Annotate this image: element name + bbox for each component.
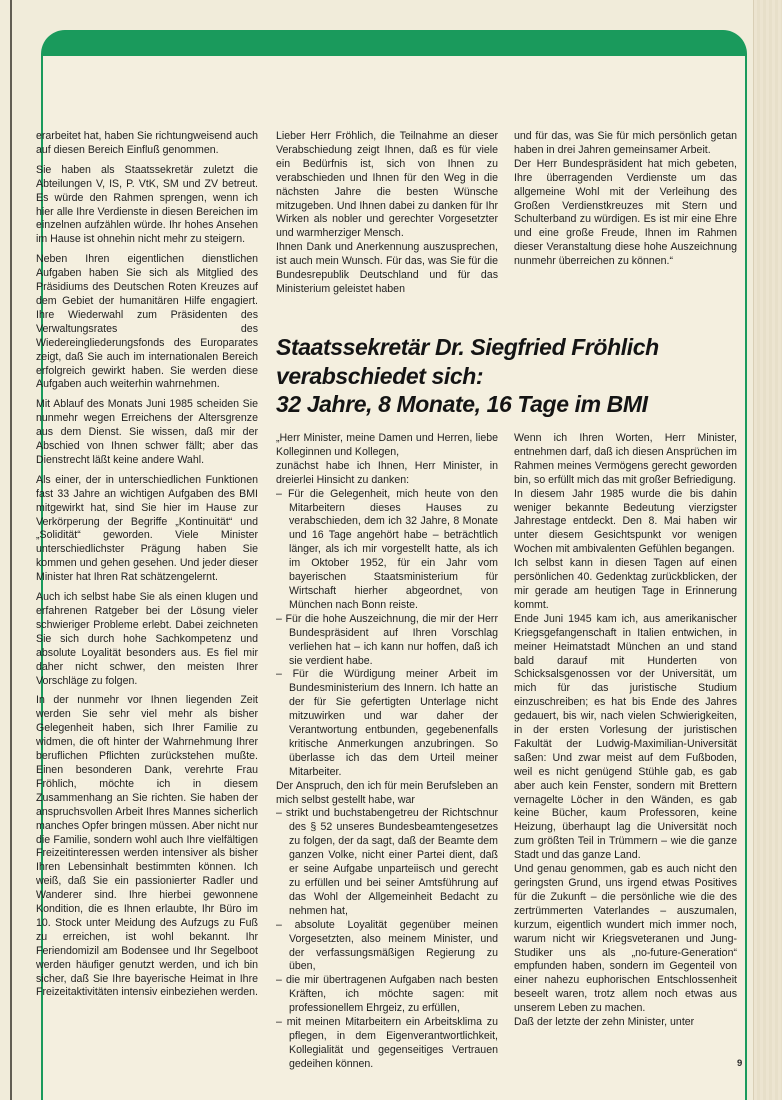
- body-paragraph: erarbeitet hat, haben Sie richtungweisend auch auf diesen Bereich Einfluß genommen.: [36, 130, 258, 156]
- bullet-paragraph: – Für die Würdigung meiner Arbeit im Bundesministerium des Innern. Ich hatte an der für Sie gefertigten Unterlage nicht mitzuwirken und war daher der Verantwortung entbunden, gegebenenfalls kritische Anmerkungen anzubringen. So überlasse ich das dem Urteil meiner Mitarbeiter.: [276, 668, 498, 778]
- body-paragraph: Neben Ihren eigentlichen dienstlichen Aufgaben haben Sie sich als Mitglied des Präsidiums des Deutschen Roten Kreuzes auf dem Gebiet der humanitären Hilfe engagiert. Ihre Wiederwahl zum Präsidenten des Verwaltungsrates des Wiedereingliederungsfonds des Europarates zeigt, daß Sie auch im internationalen Bereich erfolgreich gewirkt haben. Sie werden diese Aufgaben auch weiterhin wahrnehmen.: [36, 253, 258, 391]
- body-paragraph: In diesem Jahr 1985 wurde die bis dahin weniger bekannte Bedeutung vierzigster Jahrestage entdeckt. Den 8. Mai haben wir unter diesem Gesichtspunkt vor wenigen Wochen mit ambivalenten Gefühlen begangen.: [514, 487, 737, 556]
- article-headline: [276, 333, 746, 419]
- bullet-paragraph: – absolute Loyalität gegenüber meinen Vorgesetzten, also meinem Minister, und der verfassungsmäßigen Regierung zu üben,: [276, 918, 498, 973]
- bullet-paragraph: – die mir übertragenen Aufgaben nach besten Kräften, ich möchte sagen: mit professionellem Ehrgeiz, zu erfüllen,: [276, 974, 498, 1015]
- body-paragraph: Daß der letzte der zehn Minister, unter: [514, 1016, 695, 1029]
- body-paragraph: Wenn ich Ihren Worten, Herr Minister, entnehmen darf, daß ich diesen Ansprüchen im Rahmen meines Vermögens gerecht geworden bin, so erfüllt mich das mit großer Befriedigung.: [514, 432, 737, 486]
- column-middle-bottom: [276, 432, 498, 1082]
- column-right-top: [514, 130, 737, 338]
- body-paragraph: Ich selbst kann in diesen Tagen auf einen persönlichen 40. Gedenktag zurückblicken, der mir gerade am heutigen Tage in Erinnerung kommt.: [514, 557, 737, 611]
- column-middle-top: [276, 130, 498, 330]
- body-paragraph: „Herr Minister, meine Damen und Herren, liebe Kolleginnen und Kollegen,: [276, 432, 498, 458]
- bullet-paragraph: – mit meinen Mitarbeitern ein Arbeitsklima zu pflegen, in dem Eigenverantwortlichkeit, Kollegialität und gegenseitiges Vertrauen gedeihen können.: [276, 1016, 498, 1070]
- column-left: [36, 130, 258, 1078]
- body-paragraph: Auch ich selbst habe Sie als einen klugen und erfahrenen Ratgeber bei der Lösung vieler schwieriger Probleme erlebt. Dabei zeichneten Sie sich durch hohe Sachkompetenz und absolute Loyalität besonders aus. Es fiel mir daher nicht schwer, den meisten Ihrer Vorschläge zu folgen.: [36, 591, 258, 687]
- body-paragraph: In der nunmehr vor Ihnen liegenden Zeit werden Sie sehr viel mehr als bisher Gelegenheit haben, sich Ihrer Familie zu widmen, die oft hinter der Wahrnehmung Ihrer beruflichen Pflichten zurückstehen mußte. Einen besonderen Dank, verehrte Frau Fröhlich, möchte ich in diesem Zusammenhang an Sie richten. Sie haben der anspruchsvollen Arbeit Ihres Mannes sicherlich manches Opfer bringen müssen. Aber nicht nur die Familie, sondern wohl auch Ihre vielfältigen Freizeitinteressen werden intensiver als bisher Ihren Lebensinhalt bestimmten können. Ich weiß, daß Sie ein passionierter Radler und Wanderer sind. Ihre hierbei gewonnene Kondition, die es Ihnen erlaubte, Ihr Büro im 10. Stock unter Meidung des Aufzugs zu Fuß zu erreichen, ist wohl bekannt. Ihr Feriendomizil am Bodensee und Ihr Segelboot werden häufiger genutzt werden, und ich bin sicher, daß Sie Ihre bayerische Heimat in Ihre Freizeitaktivitäten intensiv einbeziehen werden.: [36, 694, 258, 999]
- body-paragraph: Ende Juni 1945 kam ich, aus amerikanischer Kriegsgefangenschaft in Italien entwichen, in meiner Heimatstadt München an und stand bald darauf mit Hunderten von Schicksalsgenossen vor der Universität, um mich für das juristische Studium einzuschreiben; es hat bis Ende des Jahres gedauert, bis wir, nach vielen Schwierigkeiten, in der ersten Vorlesung der juristischen Fakultät der Ludwig-Maximilian-Universität saßen: Und zwar meist auf dem Fußboden, weil es nicht genügend Stühle gab, es gab aber auch kein Fenster, sondern mit Brettern vernagelte Löcher in den Wänden, es gab keine Bücher, kaum Professoren, keine Heizung, überhaupt lag die Universität noch zum größten Teil in Trümmern – wie die ganze Stadt und das ganze Land.: [514, 612, 737, 862]
- body-paragraph: Als einer, der in unterschiedlichen Funktionen fast 33 Jahre an wichtigen Aufgaben des BMI mitgewirkt hat, sind Sie hier im Hause zur Verkörperung der Begriffe „Kontinuität“ und „Solidität“ geworden. Viele Minister unterschiedlichster Prägung haben Sie kommen und gehen gesehen. Und jeder dieser Minister hat Ihren Rat schätzengelernt.: [36, 473, 258, 584]
- headline-line-1: Staatssekretär Dr. Siegfried Fröhlich: [276, 334, 659, 360]
- body-paragraph: Und genau genommen, gab es auch nicht den geringsten Grund, uns irgend etwas Positives für die Zukunft – die persönliche wie die des zertrümmerten Vaterlandes – auszumalen, kurzum, eigentlich wundert mich immer noch, warum nicht wir Kriegsveteranen und Jung-Studiker uns als „no-future-Generation“ empfunden haben, sondern im Gegenteil von einer nahezu euphorischen Entschlossenheit beseelt waren, trotz allem noch etwas aus unserem Leben zu machen.: [514, 863, 737, 1015]
- bullet-paragraph: – strikt und buchstabengetreu der Richtschnur des § 52 unseres Bundesbeamtengesetzes zu folgen, der da sagt, daß der Beamte dem ganzen Volke, nicht einer Partei dient, daß er seine Aufgabe unparteiisch und gerecht zu erfüllen und bei seiner Amtsführung auf das Wohl der Allgemeinheit Bedacht zu nehmen hat,: [276, 807, 498, 917]
- bullet-paragraph: – Für die Gelegenheit, mich heute von den Mitarbeitern dieses Hauses zu verabschieden, dem ich 32 Jahre, 8 Monate und 16 Tage angehört habe – beträchtlich länger, als ich mir vorgestellt hatte, als ich im Oktober 1952, für ein Jahr vom bayerischen Staatsministerium für Wirtschaft hierher abgeordnet, von München nach Bonn reiste.: [276, 487, 498, 611]
- bullet-paragraph: – Für die hohe Auszeichnung, die mir der Herr Bundespräsident auf Ihren Vorschlag verliehen hat – ich kann nur hoffen, daß ich sie verdient habe.: [276, 612, 498, 667]
- body-paragraph: Ihnen Dank und Anerkennung auszusprechen, ist auch mein Wunsch. Für das, was Sie für die Bundesrepublik Deutschland und für das Ministerium geleistet haben: [276, 241, 498, 295]
- page-number: 9: [737, 1058, 743, 1069]
- body-paragraph: Der Herr Bundespräsident hat mich gebeten, Ihre überragenden Verdienste um das allgemeine Wohl mit der Verleihung des Großen Verdienstkreuzes mit Stern und Schulterband zu würdigen. Es ist mir eine Ehre und eine große Freude, Ihnen im Rahmen dieser Veranstaltung diese hohe Auszeichnung nunmehr überreichen zu können.“: [514, 157, 737, 268]
- body-paragraph: Der Anspruch, den ich für mein Berufsleben an mich selbst gestellt habe, war: [276, 779, 498, 806]
- body-paragraph: Lieber Herr Fröhlich, die Teilnahme an dieser Verabschiedung zeigt Ihnen, daß es für viele ein Bedürfnis ist, sich von Ihnen zu verabschieden und Ihnen für den Weg in die nächsten Jahre die besten Wünsche mitzugeben. Und Ihnen dabei zu danken für Ihr Wirken als nobler und gerechter Vorgesetzter und warmherziger Mensch.: [276, 130, 498, 240]
- body-paragraph: und für das, was Sie für mich persönlich getan haben in drei Jahren gemeinsamer Arbeit.: [514, 130, 737, 156]
- body-paragraph: Mit Ablauf des Monats Juni 1985 scheiden Sie nunmehr wegen Erreichens der Altersgrenze aus dem Dienst. Sie wissen, daß mir der Abschied von Ihnen schwer fällt; aber das Dienstrecht läßt keine andere Wahl.: [36, 398, 258, 466]
- scan-right-edge: [753, 0, 782, 1100]
- scan-edge-line: [10, 0, 12, 1100]
- column-right-bottom: [514, 432, 737, 1087]
- headline-line-2: verabschiedet sich:: [276, 362, 484, 389]
- body-paragraph: Sie haben als Staatssekretär zuletzt die Abteilungen V, IS, P. VtK, SM und ZV betreut. Es würde den Rahmen sprengen, wenn ich hier alle Ihre Verdienste in diesen Bereichen im einzelnen aufzählen würde. Ihr hohes Ansehen im Hause ist ohnehin nicht mehr zu steigern.: [36, 163, 258, 246]
- body-paragraph: zunächst habe ich Ihnen, Herr Minister, in dreierlei Hinsicht zu danken:: [276, 459, 498, 486]
- headline-line-3: 32 Jahre, 8 Monate, 16 Tage im BMI: [276, 391, 648, 417]
